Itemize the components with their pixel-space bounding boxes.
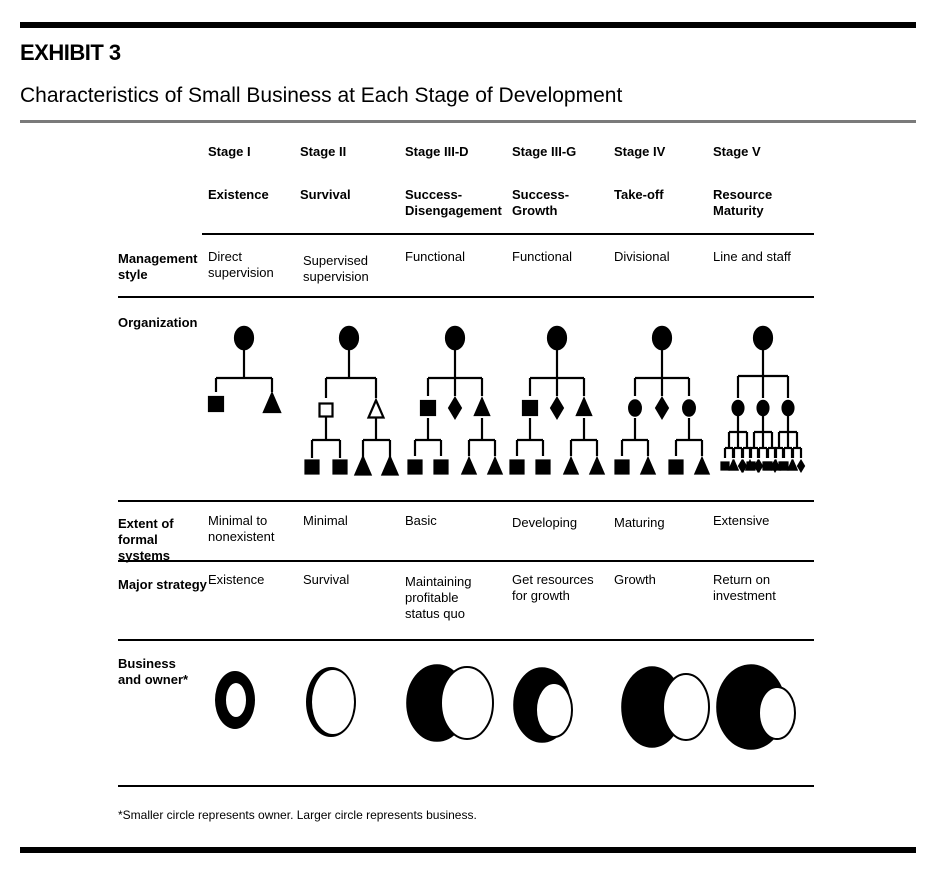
square-node [765, 463, 772, 470]
owner-node [548, 327, 566, 349]
stage-2-number: Stage II [300, 144, 347, 159]
triangle-node [369, 400, 384, 417]
triangle-node [591, 459, 604, 474]
diamond-node [449, 398, 461, 418]
stage-5-name: Resource Maturity [713, 187, 773, 218]
stage-1-management-style: Direct supervision [208, 249, 274, 280]
owner-node [446, 327, 464, 349]
diamond-node [656, 398, 668, 418]
stage-3g-formal-systems: Developing [512, 515, 578, 530]
diamond-node [798, 461, 804, 471]
stage-3d-major-strategy: Maintaining profitable status quo [405, 574, 472, 621]
stage-2-major-strategy: Survival [303, 572, 350, 587]
stage-1-name: Existence [208, 187, 269, 202]
footnote: *Smaller circle represents owner. Larger circle represents business. [118, 808, 477, 822]
square-node [320, 404, 333, 417]
stage-5-number: Stage V [713, 144, 761, 159]
stage-1-formal-systems: Minimal to nonexistent [208, 513, 275, 544]
stage-3g-name: Success-Growth [512, 187, 570, 218]
organization-charts [209, 327, 804, 475]
diamond-node [551, 398, 563, 418]
triangle-node [463, 459, 476, 474]
exhibit-label: EXHIBIT 3 [20, 40, 121, 65]
owner-circle [536, 683, 572, 737]
stage-2-management-style: Supervised supervision [303, 253, 369, 284]
owner-circle-stage-4 [622, 667, 709, 747]
square-node [523, 401, 537, 415]
triangle-node [264, 394, 280, 412]
stage-3d-number: Stage III-D [405, 144, 469, 159]
triangle-node [356, 457, 371, 474]
triangle-node [565, 459, 578, 474]
stage-4-major-strategy: Growth [614, 572, 656, 587]
owner-circle [441, 667, 493, 739]
row-label-organization: Organization [118, 315, 198, 330]
triangle-node [577, 399, 591, 415]
square-node [722, 463, 729, 470]
org-chart-stage-5 [722, 327, 804, 471]
exhibit-title: Characteristics of Small Business at Each Stage of Development [20, 84, 623, 107]
manager-oval-node [629, 400, 641, 415]
org-chart-stage-4 [616, 327, 709, 474]
manager-oval-node [783, 401, 794, 415]
manager-oval-node [733, 401, 744, 415]
owner-circle [312, 670, 354, 734]
org-chart-stage-3d [409, 327, 502, 474]
square-node [209, 397, 223, 411]
owner-circle [759, 687, 795, 739]
diamond-node [756, 461, 762, 471]
stage-4-name: Take-off [614, 187, 664, 202]
stage-3g-major-strategy: Get resources for growth [512, 572, 594, 603]
row-label-management-style: Management style [118, 251, 198, 282]
owner-node [340, 327, 358, 349]
stage-4-number: Stage IV [614, 144, 666, 159]
stage-5-formal-systems: Extensive [713, 513, 770, 528]
stage-1-major-strategy: Existence [208, 572, 265, 587]
triangle-node [383, 457, 398, 474]
triangle-node [696, 459, 709, 474]
owner-node [235, 327, 253, 349]
owner-circle-stage-3d [407, 665, 493, 741]
stage-2-name: Survival [300, 187, 351, 202]
row-label-major-strategy: Major strategy [118, 577, 207, 592]
square-node [421, 401, 435, 415]
square-node [409, 461, 422, 474]
manager-oval-node [758, 401, 769, 415]
owner-circle-stage-2 [306, 667, 356, 737]
owner-circle-stage-5 [717, 665, 795, 749]
square-node [616, 461, 629, 474]
owner-circle-stage-3g [514, 668, 572, 742]
square-node [511, 461, 524, 474]
stage-3g-management-style: Functional [512, 249, 572, 264]
org-chart-stage-1 [209, 327, 280, 412]
manager-oval-node [683, 400, 695, 415]
row-label-formal-systems: Extent of formal systems [118, 516, 174, 563]
owner-circle [663, 674, 709, 740]
square-node [334, 461, 347, 474]
stage-1-number: Stage I [208, 144, 251, 159]
owner-node [754, 327, 772, 349]
stage-3d-name: Success-Disengagement [405, 187, 502, 218]
triangle-node [642, 459, 655, 474]
square-node [306, 461, 319, 474]
diamond-node [740, 461, 746, 471]
business-owner-circles [215, 665, 795, 749]
square-node [670, 461, 683, 474]
stage-3d-management-style: Functional [405, 249, 465, 264]
stage-4-management-style: Divisional [614, 249, 670, 264]
square-node [537, 461, 550, 474]
triangle-node [489, 459, 502, 474]
diamond-node [772, 461, 778, 471]
stage-2-formal-systems: Minimal [303, 513, 348, 528]
stage-5-management-style: Line and staff [713, 249, 791, 264]
stage-3g-number: Stage III-G [512, 144, 577, 159]
owner-circle [226, 683, 246, 717]
org-chart-stage-2 [306, 327, 398, 475]
stage-4-formal-systems: Maturing [614, 515, 665, 530]
square-node [781, 463, 788, 470]
square-node [435, 461, 448, 474]
owner-node [653, 327, 671, 349]
owner-circle-stage-1 [215, 671, 255, 729]
triangle-node [475, 399, 489, 415]
row-label-business-owner: Business and owner* [118, 656, 189, 687]
org-chart-stage-3g [511, 327, 604, 474]
stage-3d-formal-systems: Basic [405, 513, 437, 528]
stage-5-major-strategy: Return on investment [713, 572, 776, 603]
